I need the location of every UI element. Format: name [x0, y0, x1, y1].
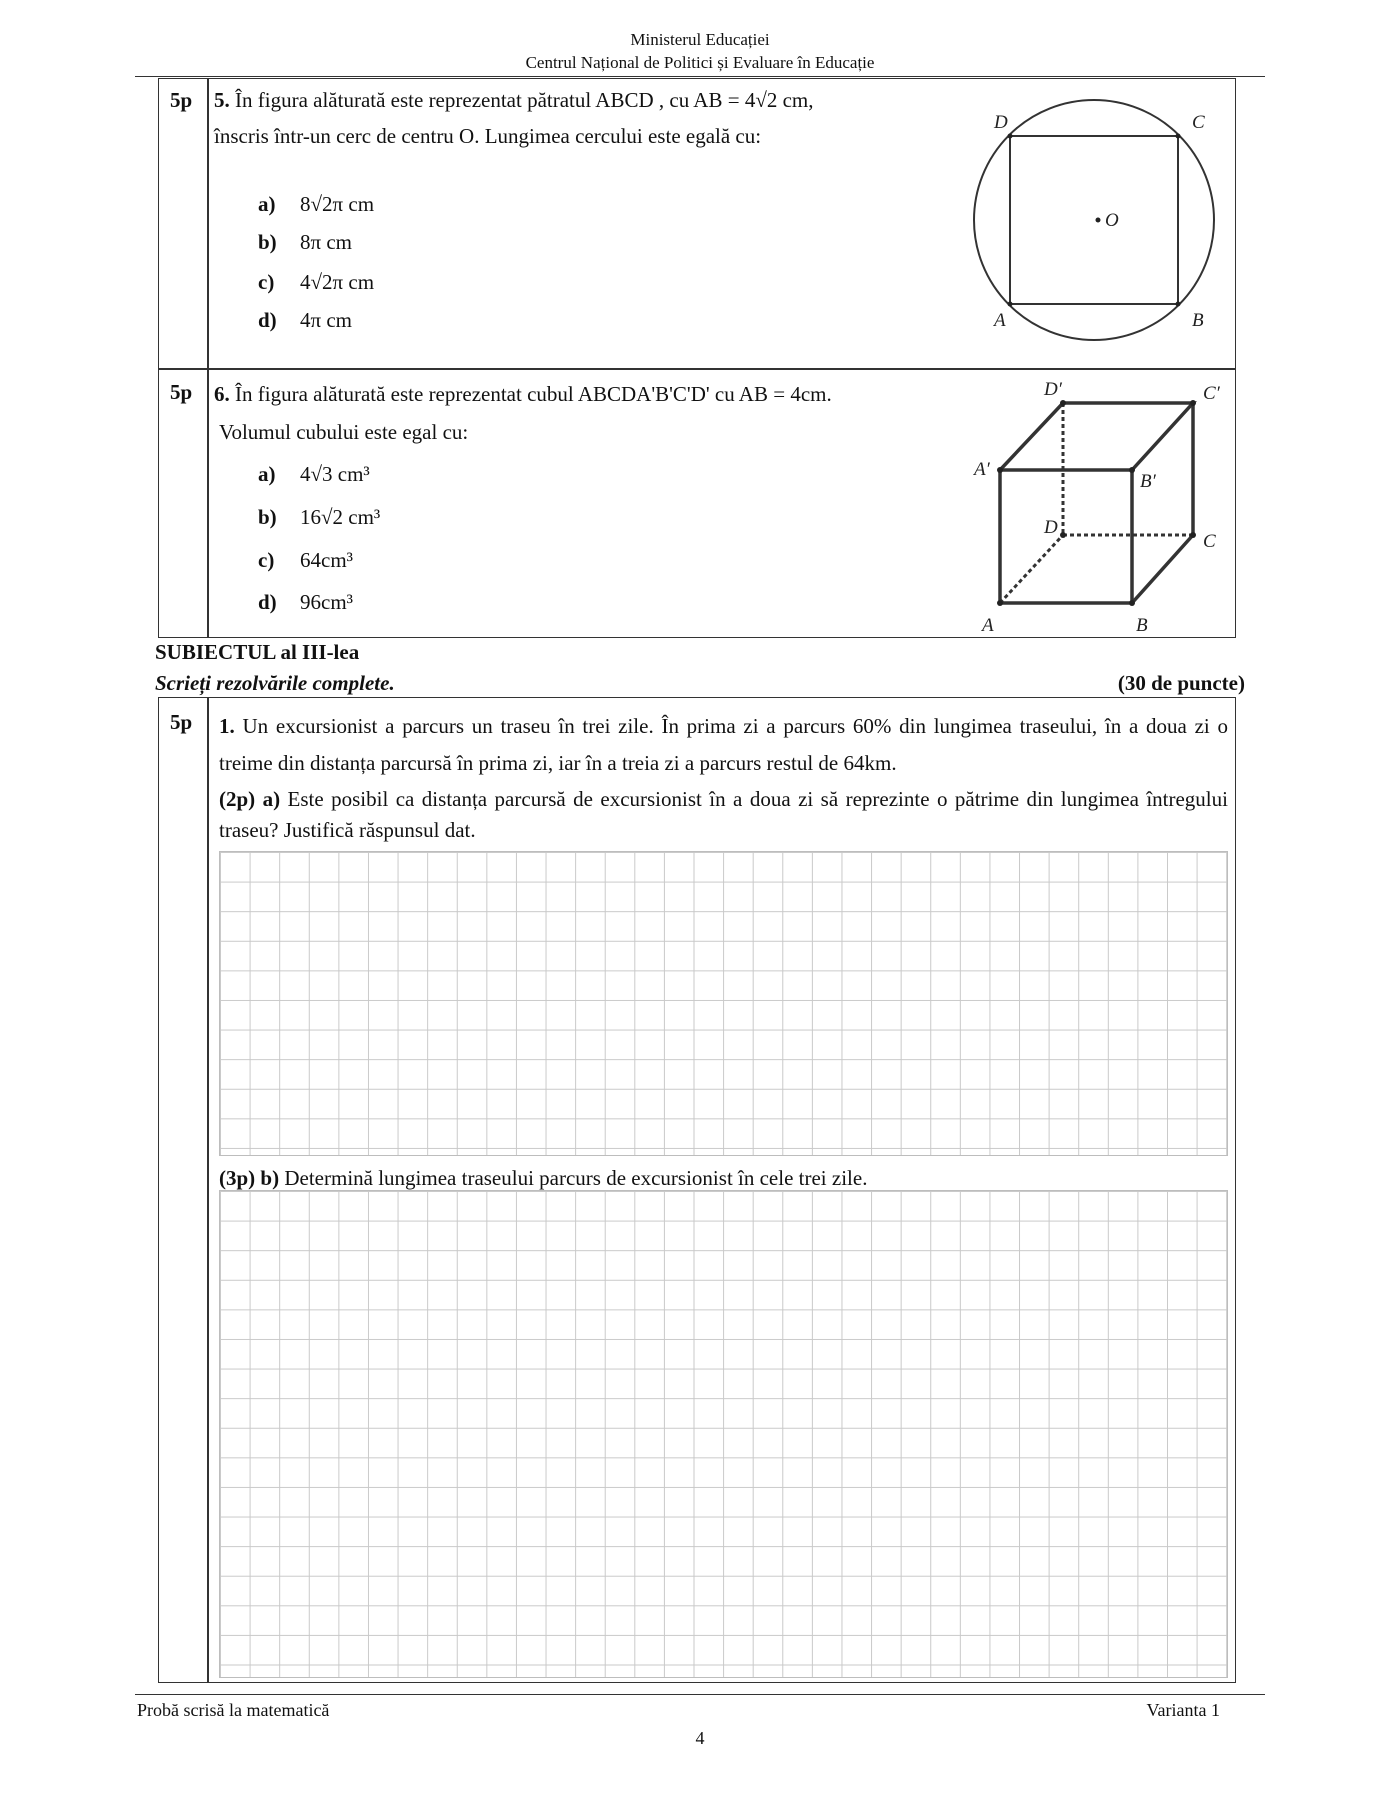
section-score: (30 de puncte) — [1117, 671, 1245, 695]
label-D-prime: D′ — [1044, 379, 1062, 400]
problem-1-number: 1. — [219, 714, 235, 738]
question-5-option-b: b) 8π cm — [258, 230, 353, 254]
question-5-text-line2: înscris într-un cerc de centru O. Lungimea cercului este egală cu: — [214, 124, 762, 148]
section-title: SUBIECTUL al III-lea — [155, 640, 360, 664]
label-D: D — [994, 112, 1008, 133]
problem-1a-text: Este posibil ca distanța parcursă de excursionist în a doua zi să reprezinte o pătrime din lungimea întregului traseu? Justifică răspunsul dat. — [219, 787, 1228, 842]
label-D: D — [1044, 517, 1058, 538]
section-instruction: Scrieți rezolvările complete. — [155, 671, 395, 695]
question-6-text-line2: Volumul cubului este egal cu: — [219, 420, 469, 444]
question-6-option-c: c) 64cm³ — [258, 548, 353, 572]
label-C: C — [1203, 531, 1216, 552]
question-6-number: 6. — [214, 382, 230, 406]
question-5-number: 5. — [214, 88, 230, 112]
question-6-option-a: a) 4√3 cm³ — [258, 462, 370, 486]
question-6-option-b: b) 16√2 cm³ — [258, 505, 381, 529]
problem-1-divider — [207, 697, 209, 1683]
problem-1-points: 5p — [170, 710, 193, 734]
question-5-points: 5p — [170, 88, 193, 112]
label-A: A — [994, 310, 1006, 331]
question-6-text-line1: În figura alăturată este reprezentat cubul ABCDA'B'C'D' cu AB = 4cm. — [235, 382, 832, 406]
question-6-option-d: d) 96cm³ — [258, 590, 353, 614]
header-center: Centrul Național de Politici și Evaluare în Educație — [525, 53, 875, 72]
problem-1-statement — [219, 708, 1228, 782]
question-6-points: 5p — [170, 380, 193, 404]
label-O: O — [1105, 210, 1119, 231]
label-A-prime: A′ — [974, 459, 990, 480]
problem-1b-text: Determină lungimea traseului parcurs de excursionist în cele trei zile. — [284, 1166, 868, 1190]
circle-square-figure — [960, 98, 1230, 368]
question-6-divider — [207, 368, 209, 638]
problem-1b-points: (3p) b) — [219, 1166, 280, 1190]
answer-grid-b[interactable] — [219, 1190, 1228, 1678]
label-C: C — [1192, 112, 1205, 133]
problem-1-text: Un excursionist a parcurs un traseu în trei zile. În prima zi a parcurs 60% din lungimea traseului, în a doua zi o treime din distanța parcursă în prima zi, iar în a treia zi a parcurs restul de 64km. — [219, 714, 1228, 775]
question-5-text — [214, 86, 944, 114]
label-A: A — [982, 615, 994, 636]
label-B: B — [1136, 615, 1148, 636]
label-B: B — [1192, 310, 1204, 331]
question-5-option-a: a) 8√2π cm — [258, 192, 375, 216]
footer-left: Probă scrisă la matematică — [137, 1700, 330, 1720]
label-B-prime: B′ — [1140, 471, 1156, 492]
header-rule — [135, 76, 1265, 77]
problem-1a-points: (2p) a) — [219, 787, 281, 811]
question-5-option-c: c) 4√2π cm — [258, 270, 375, 294]
footer-rule — [135, 1694, 1265, 1695]
question-5-option-d: d) 4π cm — [258, 308, 353, 332]
label-C-prime: C′ — [1203, 383, 1220, 404]
question-5-divider — [207, 78, 209, 370]
question-5-text-line1: În figura alăturată este reprezentat pătratul ABCD , cu AB = 4√2 cm, — [235, 88, 814, 112]
page-number: 4 — [695, 1728, 705, 1748]
problem-1a-statement — [219, 784, 1228, 846]
problem-1b-statement — [219, 1164, 1228, 1192]
cube-figure — [960, 375, 1230, 645]
footer-right: Varianta 1 — [1146, 1700, 1220, 1720]
center-point — [1096, 218, 1101, 223]
header-ministry: Ministerul Educației — [630, 30, 770, 49]
question-6-text — [214, 380, 944, 408]
answer-grid-a[interactable] — [219, 851, 1228, 1156]
square-shape — [1010, 136, 1178, 304]
